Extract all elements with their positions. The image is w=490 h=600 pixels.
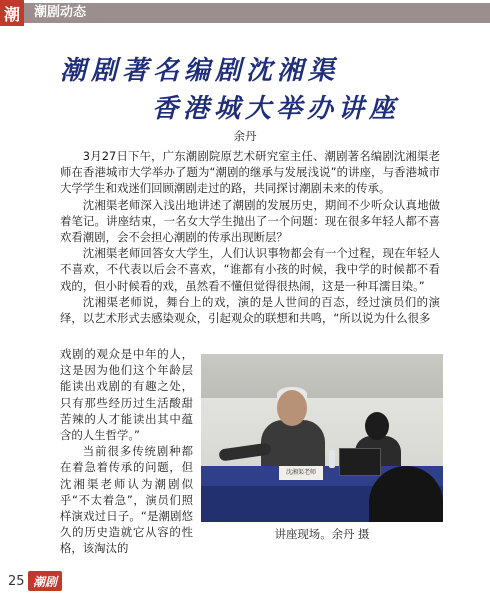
paragraph-4: 沈湘渠老师说，舞台上的戏，演的是人世间的百态，经过演员们的演绎，以艺术形式去感染观众，引起观众的联想和共鸣，“所以说为什么很多 xyxy=(60,294,440,326)
paragraph-3: 沈湘渠老师回答女大学生，人们认识事物都会有一个过程，现在年轻人不喜欢，不代表以后会不喜欢，“谁都有小孩的时候，我中学的时候都不看戏的，但小时候看的戏，虽然看不懂但觉得很热闹，这是一种耳濡目染。” xyxy=(60,246,440,293)
section-logo: 潮 xyxy=(0,0,24,26)
page-header xyxy=(0,0,490,26)
paragraph-1: 3月27日下午，广东潮剧院原艺术研究室主任、潮剧著名编剧沈湘渠老师在香港城市大学举办了题为“潮剧的继承与发展浅说”的讲座，与香港城市大学学生和戏迷们回顾潮剧走过的路，共同探讨潮剧未来的传承。 xyxy=(60,149,440,196)
water-bottle xyxy=(329,450,335,468)
paragraph-5: 当前很多传统剧种都在着急着传承的问题，但沈湘渠老师认为潮剧似乎“不太着急”，演员们照样演戏过日子。“是潮剧悠久的历史造就它从容的性格，该淘汰的 xyxy=(60,444,193,556)
lecture-photo xyxy=(201,354,443,522)
laptop xyxy=(339,448,381,476)
paragraph-2: 沈湘渠老师深入浅出地讲述了潮剧的发展历史，期间不少听众认真地做着笔记。讲座结束，一名女大学生抛出了一个问题：现在很多年轻人都不喜欢看潮剧，会不会担心潮剧的传承出现断层？ xyxy=(60,197,440,245)
author-byline: 余丹 xyxy=(233,129,257,143)
section-title: 潮剧动态 xyxy=(34,5,87,20)
headline-line-1: 潮剧著名编剧沈湘渠 xyxy=(60,56,340,86)
footer-logo: 潮剧 xyxy=(28,571,62,591)
photo-banner xyxy=(201,354,443,398)
header-bar xyxy=(24,3,490,23)
article-body xyxy=(60,148,440,326)
headline-line-2: 香港城大举办讲座 xyxy=(152,94,401,124)
photo-caption: 讲座现场。余丹 摄 xyxy=(274,527,370,541)
paragraph-4-continued: 戏剧的观众是中年的人，这是因为他们这个年龄层能读出戏剧的有趣之处，只有那些经历过生活酸甜苦辣的人才能读出其中蕴含的人生哲学。” xyxy=(60,347,193,443)
page-number: 25 xyxy=(8,574,25,589)
speaker-head xyxy=(277,390,307,426)
nameplate: 沈湘渠老师 xyxy=(279,466,323,480)
article-column-narrow xyxy=(60,346,193,557)
host-head xyxy=(365,412,389,440)
